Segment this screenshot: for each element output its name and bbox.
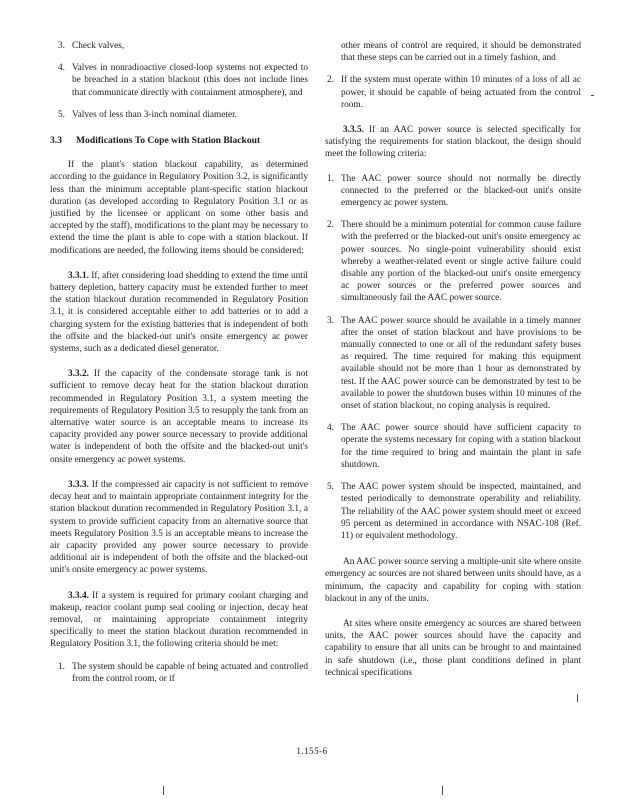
list-item: 4. Valves in nonradioactive closed-loop systems not expected to be breached in a station blackout (this does not include lines that communicate directly with containment atmosphere), and: [58, 63, 308, 98]
list-item: 2. If the system must operate within 10 minutes of a loss of all ac power, it should be capable of being actuated from the control room.: [327, 75, 581, 110]
list-item: 5. The AAC power system should be inspected, maintained, and tested periodically to demonstrate operability and reliability. The reliability of the AAC power system should meet or exceed 95 percent as determined in accordance with NSAC-108 (Ref. 11) or equivalent methodology.: [327, 482, 581, 541]
list-item: 3. Check valves,: [58, 41, 125, 51]
criteria-continuation: other means of control are required, it should be demonstrated that these steps can be carried out in a timely fashion, and: [341, 41, 581, 64]
right-column: [325, 40, 581, 679]
list-item: 4. The AAC power source should have sufficient capacity to operate the systems necessary for coping with a station blackout for the time required to bring and maintain the plant in safe shutdown.: [327, 423, 581, 470]
scan-mark: [577, 694, 578, 702]
paragraph-3-3-5: 3.3.5. If an AAC power source is selected specifically for satisfying the requirements for station blackout, the design should meet the following criteria:: [325, 125, 581, 160]
paragraph-3-3-2: 3.3.2. If the capacity of the condensate storage tank is not sufficient to remove decay heat for the station blackout duration recommended in Regulatory Position 3.1, a system meeting the requirements of Regulatory Position 3.5 to resupply the tank from an alternative water source is an acceptable means to increase its capacity provided any power source necessary to provide additional water is independent of both the offsite and the blacked-out unit's onsite emergency ac power systems.: [50, 369, 308, 465]
list-item: 1. The AAC power source should not normally be directly connected to the preferred or the blacked-out unit's onsite emergency ac power system.: [327, 173, 581, 209]
system-criteria-list: [50, 661, 308, 685]
list-item: 3. The AAC power source should be available in a timely manner after the onset of station blackout and have provisions to be manually connected to one or all of the redundant safety buses as required. The time required for making this equipment available should not be more than 1 hour as demonstrated by test. If the AAC power source can be demonstrated by test to be available to power the shutdown buses within 10 minutes of the onset of station blackout, no coping analysis is required.: [327, 315, 581, 412]
list-item: 2. There should be a minimum potential for common cause failure with the preferred or the blacked-out unit's onsite emergency ac power sources. No single-point vulnerability should exist whereby a weather-related event or single active failure could disable any portion of the blacked-out unit's onsite emergency ac power sources or the preferred power sources and simultaneously fail the AAC power source.: [327, 220, 581, 304]
multi-unit-paragraph: An AAC power source serving a multiple-unit site where onsite emergency ac sources are not shared between units should have, as a minimum, the capacity and capability for coping with station blackout in any of the units.: [325, 557, 581, 604]
paragraph-3-3-1: 3.3.1. If, after considering load shedding to extend the time until battery depletion, battery capacity must be extended further to meet the station blackout duration recommended in Regulatory Position 3.1, it is considered acceptable either to add batteries or to add a charging system for the existing batteries that is independent of both the offsite and the blacked-out unit's onsite emergency ac power systems, such as a dedicated diesel generator.: [50, 270, 309, 355]
page-number: 1.155-6: [296, 746, 328, 756]
section-heading: 3.3 Modifications To Cope with Station Blackout: [50, 135, 261, 147]
list-item: 5. Valves of less than 3-inch nominal diameter.: [58, 109, 237, 120]
aac-criteria-list: [325, 173, 581, 542]
system-criteria-list-continued: [325, 74, 581, 111]
valve-list-tail: [50, 40, 308, 121]
section-intro: If the plant's station blackout capability, as determined according to the guidance in Regulatory Position 3.2, is significantly less than the minimum acceptable plant-specific station blackout duration (as developed according to Regulatory Position 3.1 or as justified by the licensee or applicant on some other basis and accepted by the staff), modifications to the plant may be necessary to extend the time the plant is able to cope with a station blackout. If modifications are needed, the following items should be considered:: [50, 160, 308, 256]
shared-sources-paragraph: At sites where onsite emergency ac sources are shared between units, the AAC power sources should have the capacity and capability to ensure that all units can be brought to and maintained in safe shutdown (i.e., those plant conditions defined in plant technical specifications: [325, 618, 581, 678]
paragraph-3-3-4: 3.3.4. If a system is required for primary coolant charging and makeup, reactor coolant pump seal cooling or injection, decay heat removal, or maintaining appropriate containment integrity specifically to meet the station blackout duration recommended in Regulatory Position 3.1, the following criteria should be met:: [50, 590, 308, 650]
left-column: [50, 40, 308, 685]
scan-mark: [442, 786, 443, 795]
list-item: 1. The system should be capable of being actuated and controlled from the control room, or if: [58, 661, 308, 684]
paragraph-3-3-3: 3.3.3. If the compressed air capacity is not sufficient to remove decay heat and to maintain appropriate containment integrity for the station blackout duration recommended in Regulatory Position 3.1, a system to provide sufficient capacity from an alternative source that meets Regulatory Position 3.5 is an acceptable means to increase the air capacity provided any power source necessary to provide additional air is independent of both the offsite and the blacked-out unit's onsite emergency ac power systems.: [50, 479, 308, 576]
scan-mark: [591, 95, 594, 96]
scan-mark: [163, 786, 164, 795]
